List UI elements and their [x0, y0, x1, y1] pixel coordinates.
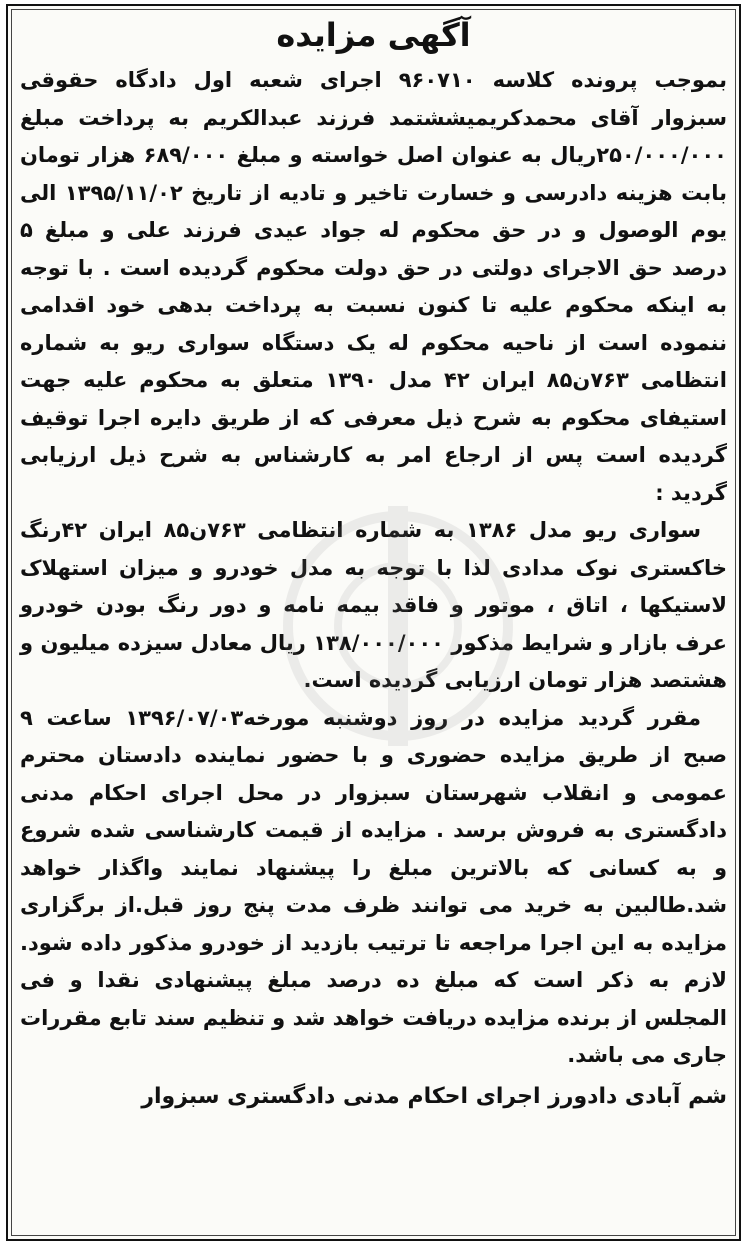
notice-paragraph-case: بموجب پرونده کلاسه ۹۶۰۷۱۰ اجرای شعبه اول دادگاه حقوقی سبزوار آقای محمدکریمیششتمد فرزند عبدالکریم به پرداخت مبلغ ۲۵۰/۰۰۰/۰۰۰ریال به عنوان اصل خواسته و مبلغ ۶۸۹/۰۰۰ هزار تومان بابت هزینه دادرسی و خسارت تاخیر و تادیه از تاریخ ۱۳۹۵/۱۱/۰۲ الی یوم الوصول و در حق محکوم له جواد عیدی فرزند علی و مبلغ ۵ درصد حق الاجرای دولتی در حق دولت محکوم گردیده است . با توجه به اینکه محکوم علیه تا کنون نسبت به پرداخت بدهی خود اقدامی ننموده است از ناحیه محکوم له یک دستگاه سواری ریو به شماره انتظامی ۷۶۳ن۸۵ ایران ۴۲ مدل ۱۳۹۰ متعلق به محکوم علیه جهت استیفای محکوم به شرح ذیل معرفی که از طریق دایره اجرا توقیف گردیده است پس از ارجاع امر به کارشناس به شرح ذیل ارزیابی گردید :: [20, 68, 728, 505]
notice-title: آگهی مزایده: [276, 16, 471, 54]
auction-notice: [6, 4, 741, 1241]
notice-signature: شم آبادی دادورز اجرای احکام مدنی دادگستری سبزوار: [141, 1083, 727, 1109]
notice-paragraph-vehicle: سواری ریو مدل ۱۳۸۶ به شماره انتظامی ۷۶۳ن۸۵ ایران ۴۲رنگ خاکستری نوک مدادی لذا با توجه به مدل خودرو و میزان استهلاک لاستیکها ، اتاق ، موتور و فاقد بیمه نامه و دور رنگ بودن خودرو عرف بازار و شرایط مذکور ۱۳۸/۰۰۰/۰۰۰ ریال معادل سیزده میلیون و هشتصد هزار تومان ارزیابی گردیده است.: [20, 518, 727, 692]
notice-paragraph-auction: مقرر گردید مزایده در روز دوشنبه مورخه۱۳۹۶/۰۷/۰۳ ساعت ۹ صبح از طریق مزایده حضوری و با حضور نماینده دادستان محترم عمومی و انقلاب شهرستان سبزوار در محل اجرای احکام مدنی دادگستری به فروش برسد . مزایده از قیمت کارشناسی شده شروع و به کسانی که بالاترین مبلغ را پیشنهاد نمایند واگذار خواهد شد.طالبین به خرید می توانند ظرف مدت پنج روز قبل.از برگزاری مزایده به این اجرا مراجعه تا ترتیب بازدید از خودرو مذکور داده شود. لازم به ذکر است که مبلغ ده درصد مبلغ پیشنهادی نقدا و فی المجلس از برنده مزایده دریافت خواهد شد و تنظیم سند تابع مقررات جاری می باشد.: [20, 705, 727, 1067]
